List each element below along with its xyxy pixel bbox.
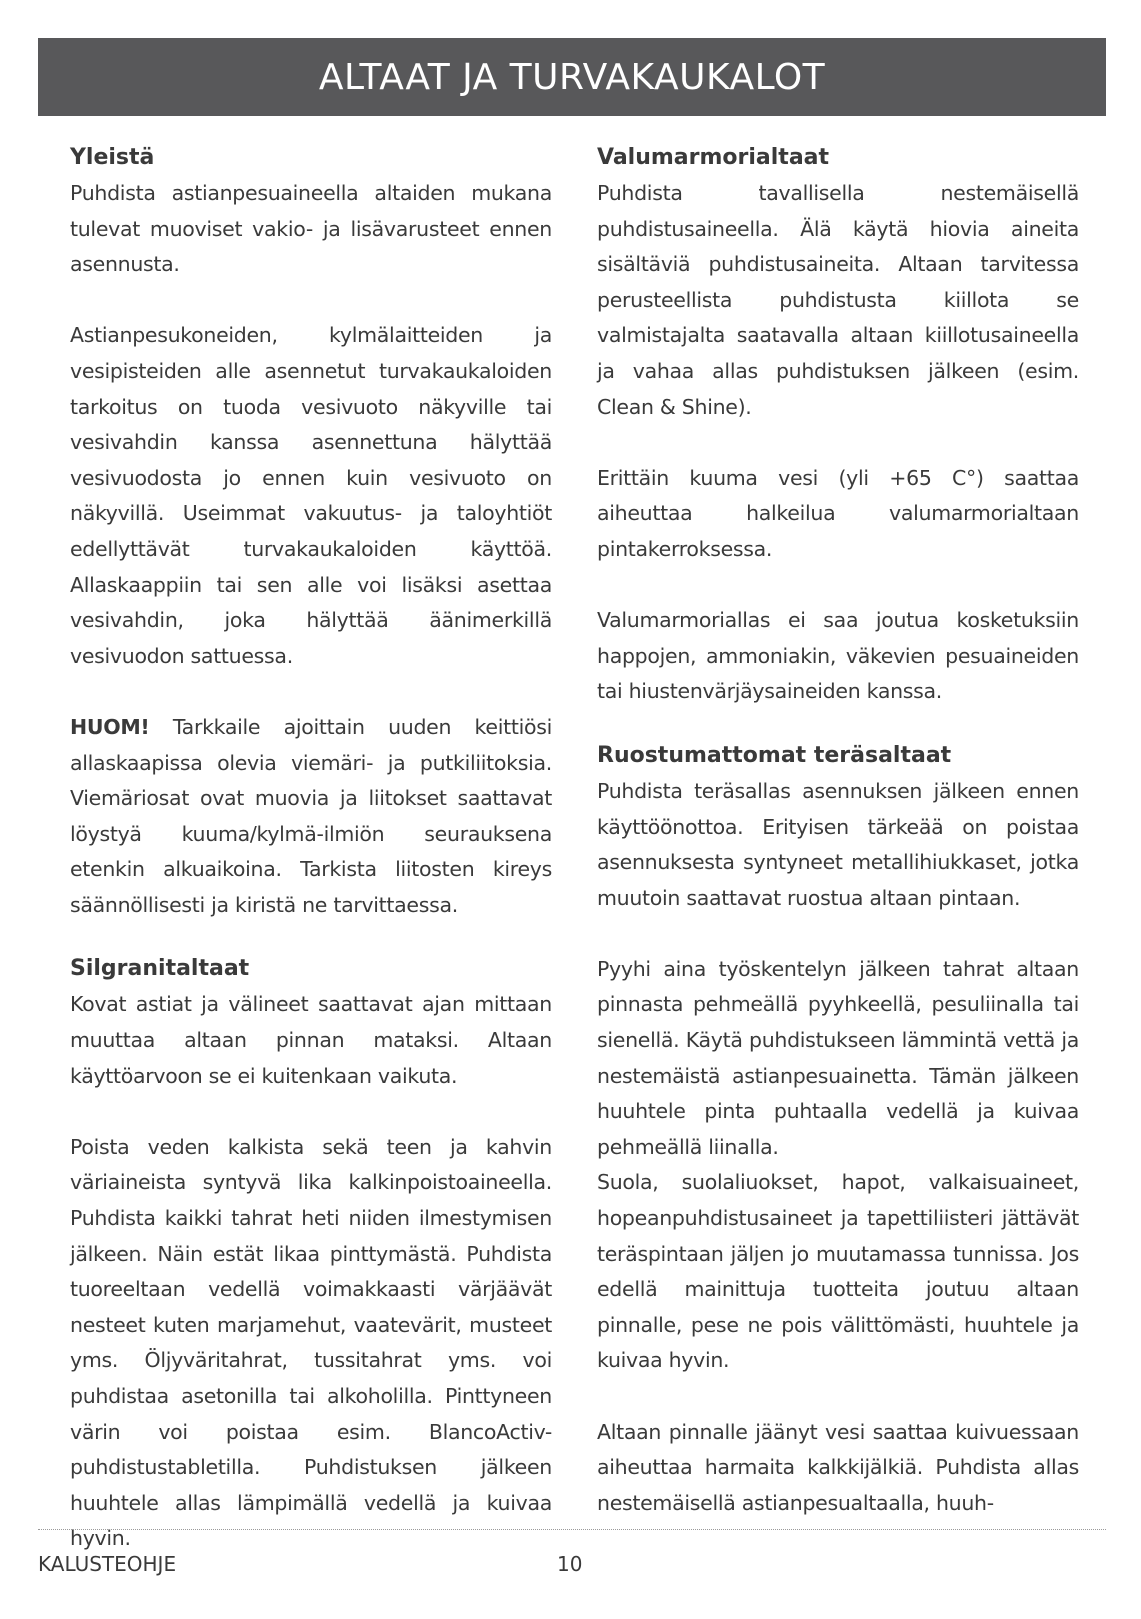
paragraph: Astianpesukoneiden, kylmälaitteiden ja vesipisteiden alle asennetut turvakaukaloiden tarkoitus on tuoda vesivuoto näkyville tai vesivahdin kanssa asennettuna hälyttää vesivuodosta jo ennen kuin vesivuoto on näkyvillä. Useimmat vakuutus- ja taloyhtiöt edellyttävät turvakaukaloiden käyttöä. Allaskaappiin tai sen alle voi lisäksi asettaa vesivahdin, joka hälyttää äänimerkillä vesivuodon sattuessa. (70, 323, 552, 668)
spacer (70, 674, 552, 710)
section-heading-valumarmori: Valumarmorialtaat (597, 145, 830, 170)
paragraph: Poista veden kalkista sekä teen ja kahvin väriaineista syntyvä lika kalkinpoistoaineella. Puhdista kaikki tahrat heti niiden ilmestymisen jälkeen. Näin estät likaa pinttymästä. Puhdista tuoreeltaan vedellä voimakkaasti värjäävät nesteet kuten marjamehut, vaatevärit, musteet yms. Öljyväritahrat, tussitahrat yms. voi puhdistaa asetonilla tai alkoholilla. Pinttyneen värin voi poistaa esim. BlancoActiv-puhdistustabletilla. Puhdistuksen jälkeen huuhtele allas lämpimällä vedellä ja kuivaa hyvin. (70, 1134, 552, 1551)
paragraph: Kovat astiat ja välineet saattavat ajan mittaan muuttaa altaan pinnan mataksi. Altaan käyttöarvoon se ei kuitenkaan vaikuta. (70, 992, 552, 1088)
spacer (597, 1379, 1079, 1415)
note-text: Tarkkaile ajoittain uuden keittiösi allaskaapissa olevia viemäri- ja putkiliitoksia. Viemäriosat ovat muovia ja liitokset saattavat löystyä kuuma/kylmä-ilmiön seurauksena etenkin alkuaikoina. Tarkista liitosten kireys säännöllisesti ja kiristä ne tarvittaessa. (70, 714, 552, 917)
page-header-bar (38, 38, 1106, 116)
right-column (597, 140, 1079, 1521)
spacer (70, 1094, 552, 1130)
paragraph: Pyyhi aina työskentelyn jälkeen tahrat altaan pinnasta pehmeällä pyyhkeellä, pesuliinalla tai sienellä. Käytä puhdistukseen lämmintä vettä ja nestemäistä astianpesuainetta. Tämän jälkeen huuhtele pinta puhtaalla vedellä ja kuivaa pehmeällä liinalla. (597, 956, 1079, 1159)
section-heading-silgranit: Silgranitaltaat (70, 956, 250, 982)
spacer (70, 283, 552, 319)
spacer (70, 923, 552, 951)
paragraph: Altaan pinnalle jäänyt vesi saattaa kuivuessaan aiheuttaa harmaita kalkkijälkiä. Puhdista allas nestemäisellä astianpesualtaalla, huuh- (597, 1419, 1079, 1515)
paragraph: Erittäin kuuma vesi (yli +65 C°) saattaa aiheuttaa halkeilua valumarmorialtaan pintakerroksessa. (597, 465, 1079, 561)
left-column (70, 140, 552, 1557)
page-number: 10 (557, 1552, 583, 1576)
paragraph: Puhdista tavallisella nestemäisellä puhdistusaineella. Älä käytä hiovia aineita sisältäviä puhdistusaineita. Altaan tarvitessa perusteellista puhdistusta kiillota se valmistajalta saatavalla altaan kiillotusaineella ja vahaa allas puhdistuksen jälkeen (esim. Clean & Shine). (597, 181, 1079, 419)
section-heading-general: Yleistä (70, 145, 155, 170)
note-label: HUOM! (70, 714, 150, 739)
paragraph: Valumarmoriallas ei saa joutua kosketuksiin happojen, ammoniakin, väkevien pesuaineiden tai hiustenvärjäysaineiden kanssa. (597, 608, 1079, 704)
footer-divider (38, 1529, 1106, 1530)
footer-label: KALUSTEOHJE (38, 1552, 177, 1576)
paragraph: Puhdista astianpesuaineella altaiden mukana tulevat muoviset vakio- ja lisävarusteet ennen asennusta. (70, 181, 552, 277)
paragraph: Puhdista teräsallas asennuksen jälkeen ennen käyttöönottoa. Erityisen tärkeää on poistaa asennuksesta syntyneet metallihiukkaset, jotka muutoin saattavat ruostua altaan pintaan. (597, 778, 1079, 910)
spacer (597, 710, 1079, 738)
spacer (597, 916, 1079, 952)
paragraph: Suola, suolaliuokset, hapot, valkaisuaineet, hopeanpuhdistusaineet ja tapettiliisteri jättävät teräspintaan jäljen jo muutamassa tunnissa. Jos edellä mainittuja tuotteita joutuu altaan pinnalle, pese ne pois välittömästi, huuhtele ja kuivaa hyvin. (597, 1170, 1079, 1373)
spacer (597, 568, 1079, 604)
page-title: ALTAAT JA TURVAKAUKALOT (318, 56, 826, 98)
note-paragraph (70, 710, 552, 924)
spacer (597, 425, 1079, 461)
section-heading-steel: Ruostumattomat teräsaltaat (597, 742, 952, 768)
